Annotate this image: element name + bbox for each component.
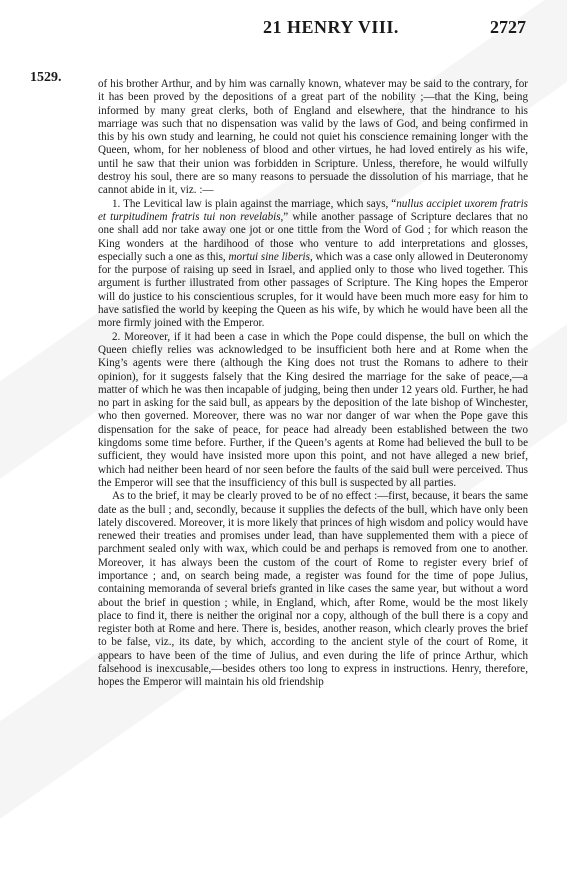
running-head: 21 HENRY VIII. <box>263 17 399 37</box>
text-run: , which was a case only allowed in Deuteronomy for the purpose of raising up seed in Israel, and applied only to those who lived together. This argument is further illustrated from other passages of Scripture. The King hopes the Emperor will do justice to his conscientious scruples, for it would have been much more easy for him to have satisfied the world by keeping the Queen as his wife, by which he would have been all the more firmly joined with the Emperor. <box>98 250 528 330</box>
page-header <box>0 15 567 45</box>
text-run: ,” while another passage of Scripture declares that no one shall add nor take away one jot or one tittle from the Word of God ; for which reason the King wonders at the hardihood of those who venture to add interpretations and glosses, especially such a one as this, <box>98 210 528 263</box>
text-run: As to the brief, it may be clearly proved to be of no effect :—first, because, it bears the same date as the bull ; and, secondly, because it supplies the defects of the bull, which have only been lately discovered. Moreover, it is more likely that princes of high wisdom and policy would have renewed their treaties and promises under lead, than have supplemented them with a piece of parchment sealed only with wax, which could be and perhaps is removed from one to another. Moreover, it has always been the custom of the court of Rome to register every brief of importance ; and, on search being made, a register was found for the time of pope Julius, containing memoranda of several briefs granted in like cases the same year, but without a word about the brief in question ; while, in England, which, after Rome, would be the most likely place to find it, there is neither the original nor a copy, although of the bull there is a copy and register both at Rome and here. There is, besides, another reason, which clearly proves the brief to be false, viz., its date, by which, according to the ancient style of the court of Rome, it appears to have been of the time of Julius, and even during the life of prince Arthur, which falsehood is inexcusable,—besides others too long to express in instructions. Henry, therefore, hopes the Emperor will maintain his old friendship <box>98 490 528 689</box>
document-body <box>98 78 528 690</box>
paragraph <box>98 198 528 331</box>
latin-phrase: mortui sine liberis <box>228 250 310 263</box>
latin-phrase: nullus accipiet uxorem fratris et turpitudinem fratris tui non revelabis <box>98 197 528 223</box>
paragraph <box>98 78 528 198</box>
text-run: 2. Moreover, if it had been a case in which the Pope could dispense, the bull on which the Queen chiefly relies was acknowledged to be insufficient both here and at Rome when the King’s agents were there (although the King does not trust the Romans to adhere to their opinion), for it suggests falsely that the King desired the marriage for the sake of peace,—a matter of which he was then incapable of judging, being then under 12 years old. Further, he had no part in asking for the said bull, as appears by the deposition of the late bishop of Winchester, who then governed. Moreover, there was no war nor danger of war when the Pope gave this dispensation for the sake of peace, for peace had already been established between the two kingdoms some time before. Further, if the Queen’s agents at Rome had believed the bull to be sufficient, they would have insisted more upon this point, and not have alleged a new brief, which had neither been heard of nor seen before the faults of the said bull were perceived. Thus the Emperor will see that the insufficiency of this bull is suspected by all parties. <box>98 330 528 489</box>
text-run: of his brother Arthur, and by him was carnally known, whatever may be said to the contrary, for it has been proved by the depositions of a great part of the nobility ;—that the King, being informed by many great clerks, both of England and elsewhere, that the hindrance to his marriage was such that no dispensation was valid by the laws of God, and being confirmed in this by his own study and learning, he could not quiet his conscience remaining longer with the Queen, whom, for her nobleness of blood and other virtues, he had loved entirely as his wife, until he saw that their union was forbidden in Scripture. Unless, therefore, he would wilfully destroy his soul, there are so many reasons to persuade the dissolution of his marriage, that he cannot abide in it, viz. :— <box>98 78 528 197</box>
paragraph <box>98 490 528 689</box>
margin-year: 1529. <box>30 70 62 85</box>
paragraph <box>98 331 528 491</box>
text-run: 1. The Levitical law is plain against the marriage, which says, “ <box>112 197 397 210</box>
page-number: 2727 <box>490 17 526 37</box>
